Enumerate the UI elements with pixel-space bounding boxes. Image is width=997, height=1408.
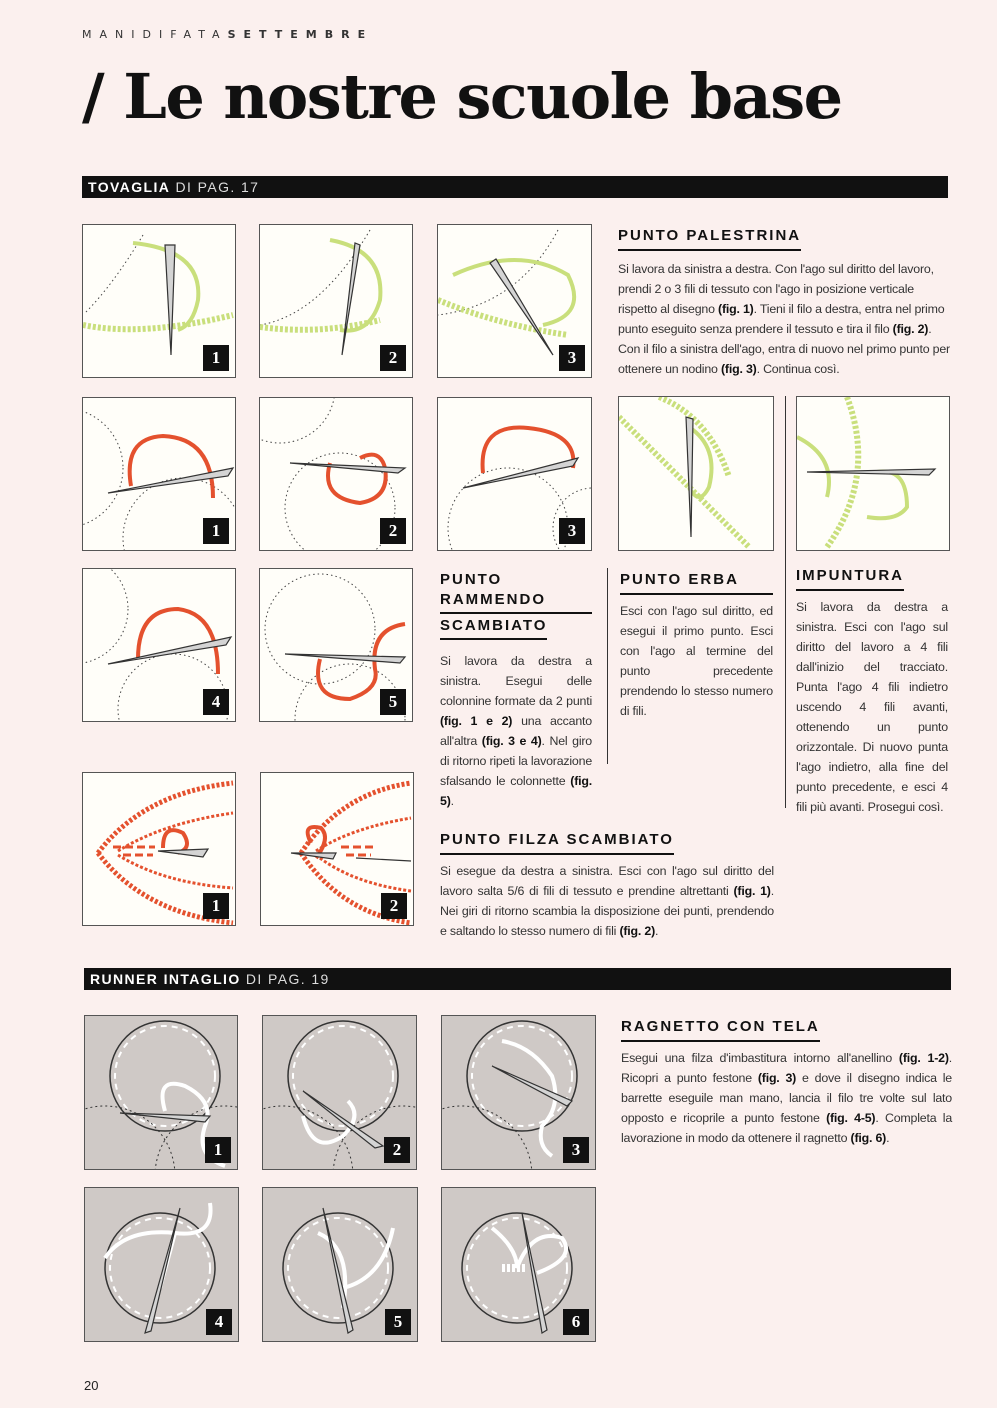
palestrina-text: Si lavora da sinistra a destra. Con l'ago sul diritto del lavoro, prendi 2 o 3 fili di tessuto con l'ago in posizione verticale rispetto al disegno (fig. 1). Tieni il filo a destra, entra nel primo punto eseguito senza prendere il tessuto e tira il filo (fig. 2). Con il filo a sinistra dell'ago, entra di nuovo nel primo punto per ottenere un nodino (fig. 3). Continua così.: [618, 262, 950, 376]
figure-ragnetto-5: [262, 1187, 418, 1342]
figure-reference: (fig. 1): [718, 302, 754, 316]
magazine-name: MANIDIFATA: [82, 28, 228, 41]
ragnetto-text: Esegui una filza d'imbastitura intorno all'anellino (fig. 1-2). Ricopri a punto festone (fig. 3) e dove il disegno indica le barrette eseguile man mano, lancia il filo tre volte sul lato opposto e ricoprile a punto festone (fig. 4-5). Completa la lavorazione in modo da ottenere il ragnetto (fig. 6).: [621, 1051, 953, 1145]
figure-reference: (fig. 2): [619, 924, 656, 938]
figure-ragnetto-4: [84, 1187, 239, 1342]
figure-palestrina-3: [437, 224, 592, 378]
figure-number: 4: [203, 689, 229, 715]
figure-reference: (fig. 1 e 2): [440, 714, 513, 728]
page-title: / Le nostre scuole base: [82, 60, 842, 133]
figure-ragnetto-2: [262, 1015, 417, 1170]
ragnetto-title: RAGNETTO CON TELA: [621, 1017, 820, 1042]
section-bar-tovaglia: [82, 176, 948, 198]
section-bar-runner: [84, 968, 951, 990]
figure-rammendo-3: [437, 397, 592, 551]
figure-number: 4: [206, 1309, 232, 1335]
figure-number: 3: [559, 345, 585, 371]
figure-erba: [618, 396, 774, 551]
erba-text: Esci con l'ago sul diritto, ed esegui il primo punto. Esci con l'ago al termine del punto precedente prendendo lo stesso numero di fili.: [620, 604, 773, 718]
figure-rammendo-2: [259, 397, 413, 551]
figure-number: 3: [559, 518, 585, 544]
palestrina-section: [618, 226, 950, 379]
figure-reference: (fig. 3): [721, 362, 757, 376]
page-number: 20: [84, 1378, 99, 1393]
figure-number: 2: [380, 518, 406, 544]
erba-section: [620, 570, 773, 721]
figure-number: 5: [380, 689, 406, 715]
rammendo-title-line2: SCAMBIATO: [440, 616, 547, 640]
rammendo-section: [440, 570, 592, 811]
section-bar-bold: TOVAGLIA: [88, 179, 171, 195]
figure-filza-2: [260, 772, 414, 926]
figure-ragnetto-3: [441, 1015, 596, 1170]
rammendo-title: [440, 570, 592, 645]
figure-number: 1: [203, 345, 229, 371]
figure-palestrina-2: [259, 224, 413, 378]
figure-filza-1: [82, 772, 236, 926]
palestrina-title: PUNTO PALESTRINA: [618, 226, 801, 251]
column-divider: [607, 568, 608, 764]
section-bar-light: DI PAG. 17: [175, 179, 260, 195]
impuntura-title: IMPUNTURA: [796, 566, 904, 591]
section-bar-light: DI PAG. 19: [245, 971, 330, 987]
figure-reference: (fig. 4-5): [826, 1111, 876, 1125]
figure-reference: (fig. 1): [733, 884, 771, 898]
figure-rammendo-5: [259, 568, 413, 722]
figure-reference: (fig. 5): [440, 774, 592, 808]
figure-number: 1: [203, 518, 229, 544]
figure-impuntura: [796, 396, 950, 551]
figure-rammendo-1: [82, 397, 236, 551]
figure-number: 1: [205, 1137, 231, 1163]
filza-section: [440, 830, 774, 941]
figure-number: 3: [563, 1137, 589, 1163]
figure-reference: (fig. 3 e 4): [481, 734, 542, 748]
figure-number: 2: [380, 345, 406, 371]
rammendo-title-line1: PUNTO RAMMENDO: [440, 570, 592, 614]
erba-title: PUNTO ERBA: [620, 570, 773, 595]
figure-number: 2: [381, 893, 407, 919]
magazine-month: SETTEMBRE: [227, 28, 374, 41]
rammendo-text: Si lavora da destra a sinistra. Esegui delle colonnine formate da 2 punti (fig. 1 e 2) una accanto all'altra (fig. 3 e 4). Nel giro di ritorno ripeti la lavorazione sfalsando le colonnette (fig. 5).: [440, 654, 593, 808]
figure-rammendo-4: [82, 568, 236, 722]
figure-number: 5: [385, 1309, 411, 1335]
impuntura-section: [796, 566, 948, 817]
figure-palestrina-1: [82, 224, 236, 378]
figure-reference: (fig. 2): [892, 322, 929, 336]
figure-reference: (fig. 6): [850, 1131, 887, 1145]
figure-ragnetto-1: [84, 1015, 238, 1170]
figure-number: 6: [563, 1309, 589, 1335]
ragnetto-section: [621, 1017, 952, 1148]
figure-reference: (fig. 3): [757, 1071, 797, 1085]
section-bar-bold: RUNNER INTAGLIO: [90, 971, 241, 987]
figure-number: 2: [384, 1137, 410, 1163]
figure-reference: (fig. 1-2): [898, 1051, 949, 1065]
figure-number: 1: [203, 893, 229, 919]
impuntura-text: Si lavora da destra a sinistra. Esci con l'ago sul diritto del lavoro a 4 fili dall'inizio del tracciato. Punta l'ago 4 fili indietro uscendo 4 fili avanti, ottenendo un punto orizzontale. Di nuovo punta l'ago indietro, alla fine del punto precedente, e esci 4 fili più avanti. Prosegui così.: [796, 600, 948, 814]
figure-ragnetto-6: [441, 1187, 596, 1342]
column-divider: [785, 396, 786, 808]
filza-text: Si esegue da destra a sinistra. Esci con l'ago sul diritto del lavoro salta 5/6 di fili di tessuto e prendine altrettanti (fig. 1). Nei giri di ritorno scambia la disposizione dei punti, prendendo e saltando lo stesso numero di fili (fig. 2).: [440, 864, 774, 938]
magazine-header: [82, 28, 373, 41]
filza-title: PUNTO FILZA SCAMBIATO: [440, 830, 674, 855]
